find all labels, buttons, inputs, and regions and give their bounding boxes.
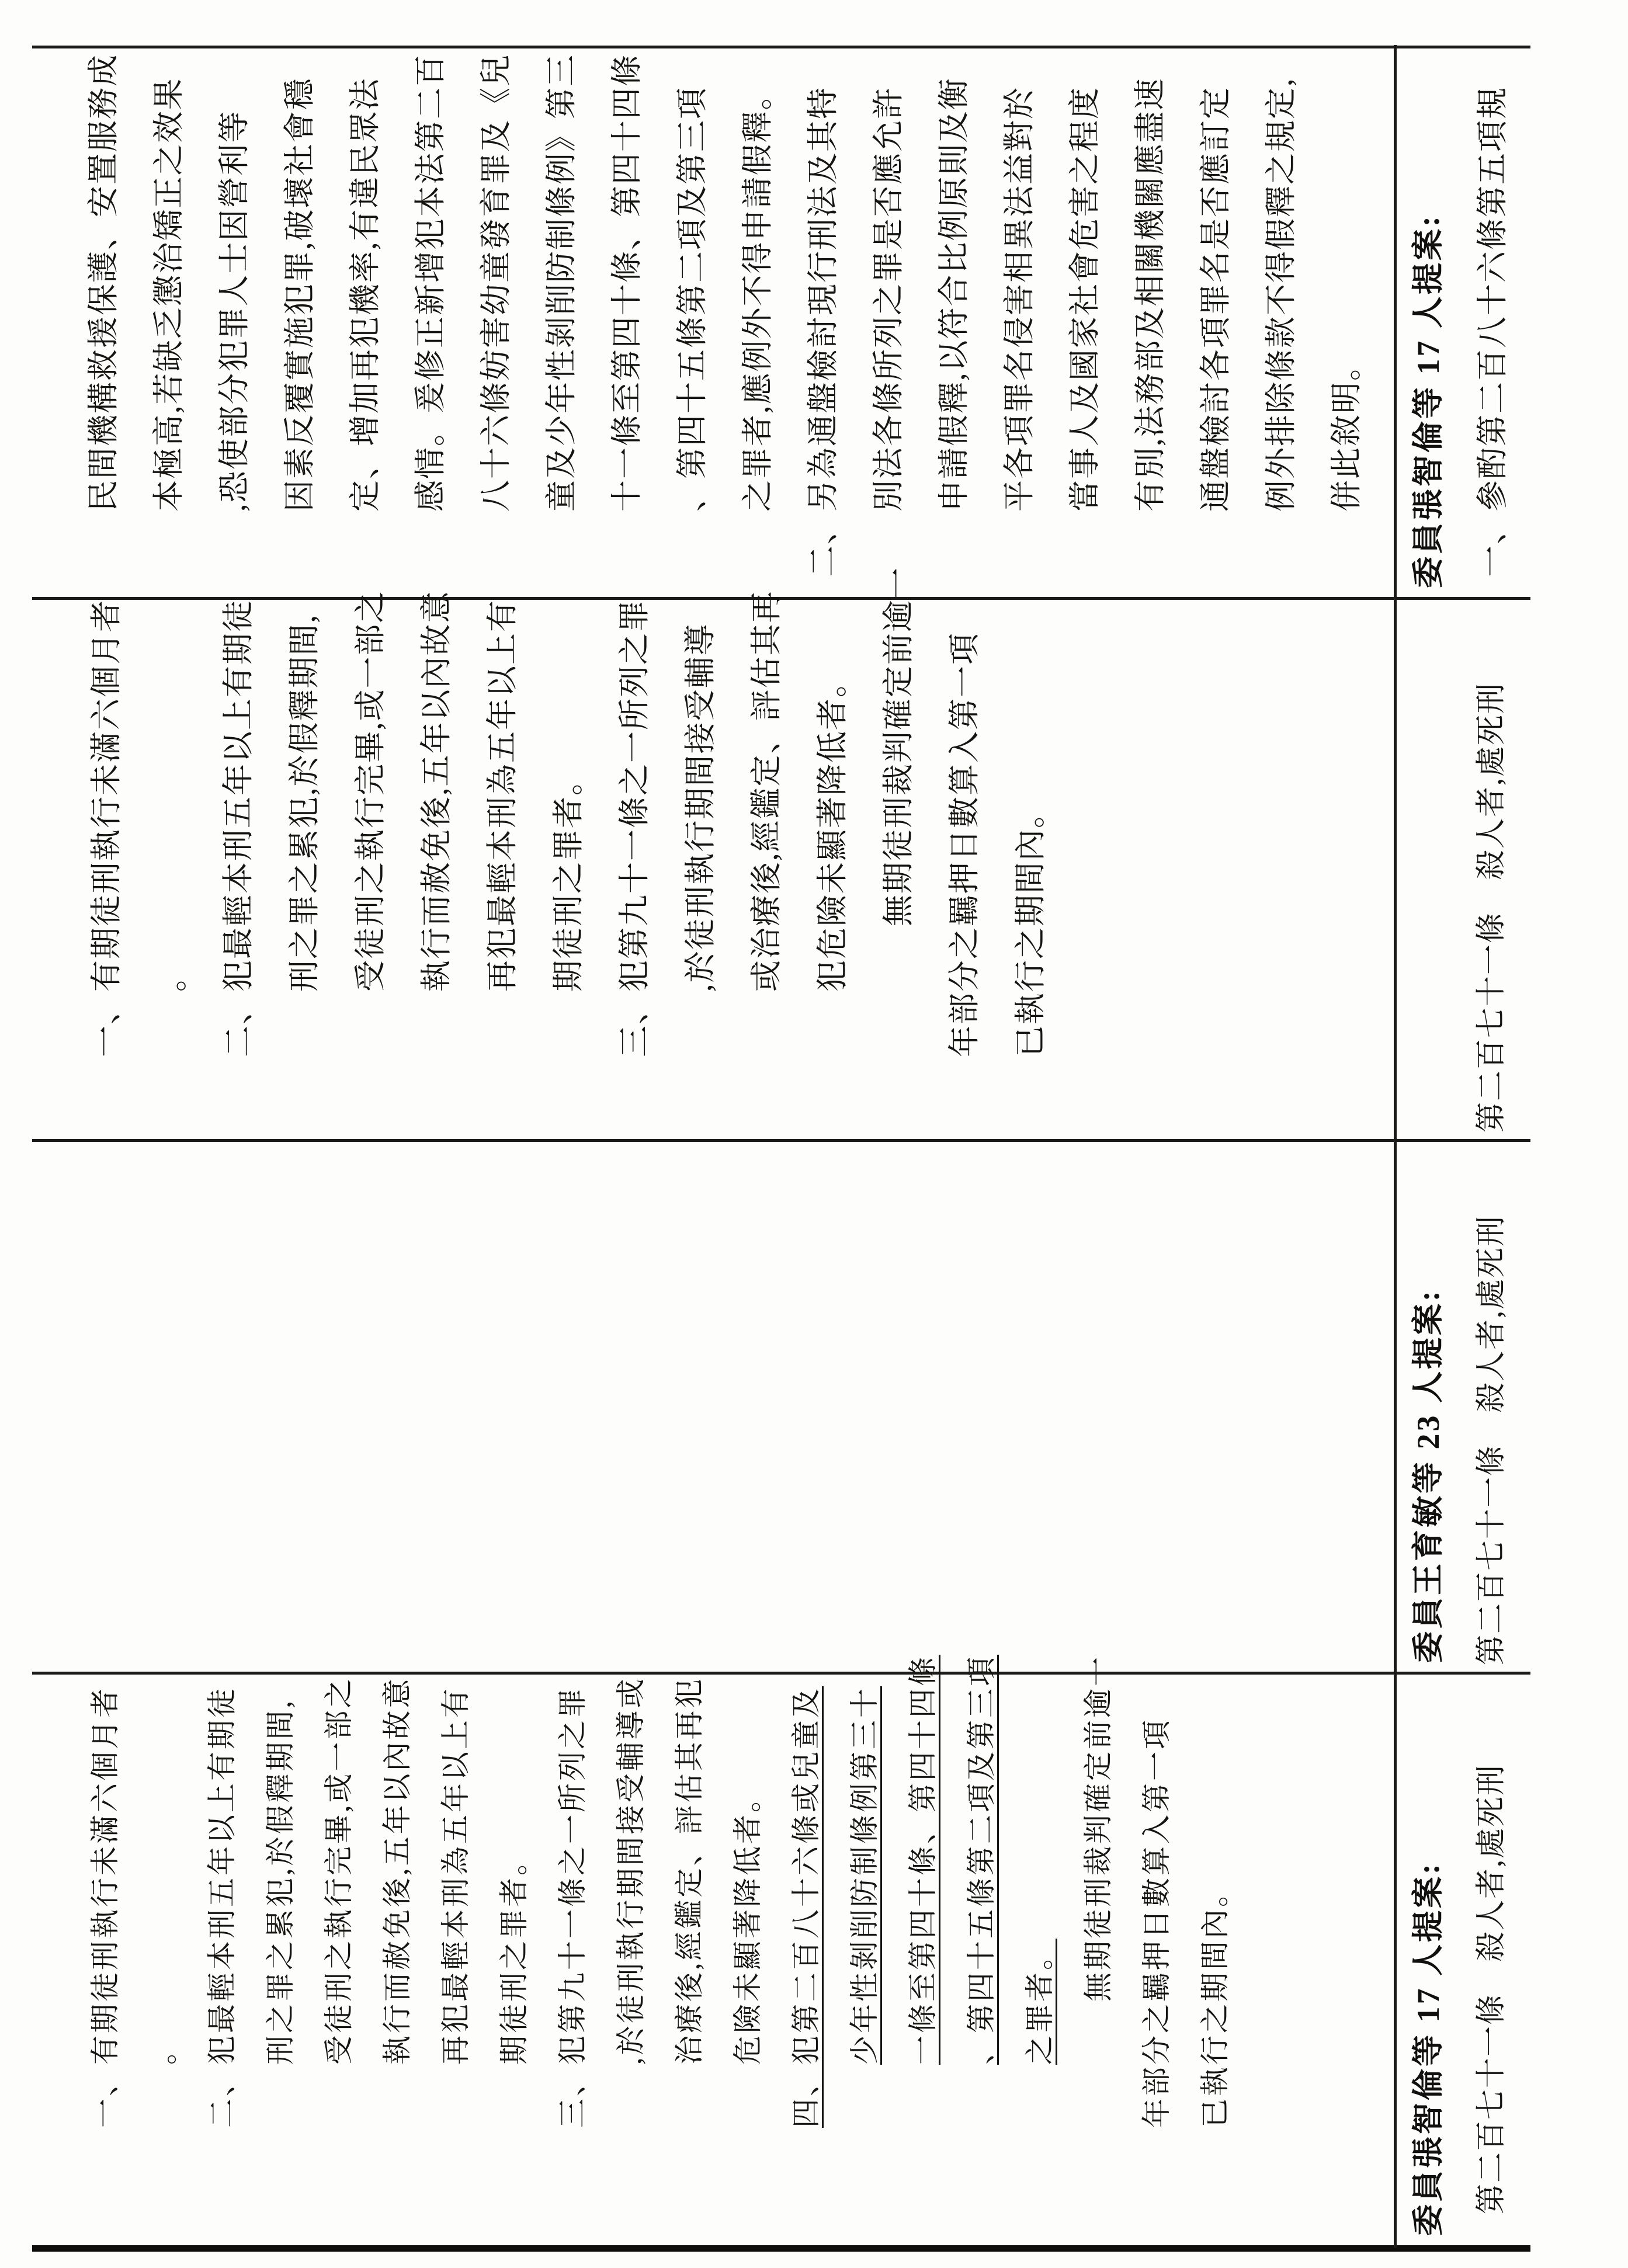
text-line: 三、犯第九十一條之一所列之罪 bbox=[556, 1686, 589, 2128]
text-line: 一、有期徒刑執行未滿六個月者 bbox=[89, 1686, 122, 2128]
text-line: 受徒刑之執行完畢,或一部之 bbox=[322, 1676, 355, 2065]
amended-text-line: 、第四十五條第二項及第三項 bbox=[965, 1655, 998, 2065]
text-line: ,恐使部分犯罪人士因營利等 bbox=[217, 110, 252, 512]
text-line: 申請假釋,以符合比例原則及衡 bbox=[936, 77, 971, 512]
text-line: 年部分之羈押日數算入第一項 bbox=[947, 632, 982, 1057]
text-line: 童及少年性剝削防制條例》第三 bbox=[544, 54, 579, 512]
table-border-line-thick bbox=[32, 2245, 1530, 2252]
text-line: 執行而赦免後,五年以內故意 bbox=[419, 590, 454, 992]
table-border-line bbox=[32, 1139, 1530, 1142]
text-line: 無期徒刑裁判確定前逾一 bbox=[881, 567, 916, 926]
text-line: 八十六條妨害幼童發育罪及《兒 bbox=[478, 54, 513, 512]
amended-text-line: 少年性剝削防制條例第三十 bbox=[848, 1686, 881, 2065]
text-line: 定、增加再犯機率,有違民眾法 bbox=[348, 77, 383, 512]
text-line: 併此敘明。 bbox=[1329, 348, 1364, 512]
text-line: 因素反覆實施犯罪,破壞社會穩 bbox=[282, 77, 317, 512]
text-line: 三、犯第九十一條之一所列之罪 bbox=[617, 599, 652, 1057]
article-271: 第二百七十一條 殺人者,處死刑 bbox=[1475, 682, 1508, 1133]
text-line: 之罪者,應例外不得申請假釋。 bbox=[740, 77, 775, 512]
text-line: 期徒刑之罪者。 bbox=[551, 763, 586, 992]
text-line: 刑之罪之累犯,於假釋期間, bbox=[264, 1699, 297, 2065]
text-line: 危險未顯著降低者。 bbox=[731, 1781, 764, 2065]
text-line: 有別,法務部及相關機關應盡速 bbox=[1133, 77, 1168, 512]
text-line: 已執行之期間內。 bbox=[1199, 1875, 1231, 2128]
text-line: 本極高,若缺乏懲治矯正之效果 bbox=[151, 77, 186, 512]
text-line: 無期徒刑裁判確定前逾一 bbox=[1082, 1655, 1115, 2002]
text-line: 年部分之羈押日數算入第一項 bbox=[1140, 1718, 1173, 2128]
text-line: 一、參酌第二百八十六條第五項規 bbox=[1475, 86, 1510, 577]
text-line: ,於徒刑執行期間接受輔導或 bbox=[615, 1676, 647, 2065]
text-line: 別法各條所列之罪是否應允許 bbox=[871, 86, 906, 512]
text-line: 二、犯最輕本刑五年以上有期徒 bbox=[206, 1686, 238, 2128]
table-border-line bbox=[32, 46, 1530, 48]
text-line: 平各項罪名侵害相異法益對於 bbox=[1002, 86, 1037, 512]
amended-text-line: 一條至第四十條、第四十四條 bbox=[907, 1655, 939, 2065]
text-line: 刑之罪之累犯,於假釋期間, bbox=[287, 614, 322, 992]
text-line: 再犯最輕本刑為五年以上有 bbox=[485, 599, 520, 992]
text-line: 執行而赦免後,五年以內故意 bbox=[381, 1676, 414, 2065]
text-line: 感情。爰修正新增犯本法第二百 bbox=[413, 54, 448, 512]
proposal-header-zhang-zhilun: 委員張智倫等 17 人提案: bbox=[1411, 214, 1446, 588]
text-line: 或治療後,經鑑定、評估其再 bbox=[749, 590, 784, 992]
text-line: 當事人及國家社會危害之程度 bbox=[1067, 86, 1102, 512]
text-line: 十一條至第四十條、第四十四條 bbox=[609, 54, 644, 512]
article-271: 第二百七十一條 殺人者,處死刑 bbox=[1475, 1214, 1508, 1665]
text-line: 二、另為通盤檢討現行刑法及其特 bbox=[806, 86, 841, 577]
amended-text-line: 四、犯第二百八十六條或兒童及 bbox=[790, 1686, 822, 2128]
text-line: ,於徒刑執行期間接受輔導 bbox=[683, 623, 718, 992]
text-line: 、第四十五條第二項及第三項 bbox=[675, 86, 710, 512]
text-line: 民間機構救援保護、安置服務成 bbox=[86, 54, 121, 512]
text-line: 已執行之期間內。 bbox=[1013, 796, 1048, 1057]
text-line: 。 bbox=[155, 959, 190, 992]
text-line: 治療後,經鑑定、評估其再犯 bbox=[673, 1676, 706, 2065]
table-border-line bbox=[32, 1672, 1530, 1675]
text-line: 二、犯最輕本刑五年以上有期徒 bbox=[221, 599, 256, 1057]
text-line: 期徒刑之罪者。 bbox=[498, 1844, 530, 2065]
text-line: 。 bbox=[147, 2033, 180, 2065]
text-line: 例外排除條款不得假釋之規定, bbox=[1263, 77, 1299, 512]
article-271: 第二百七十一條 殺人者,處死刑 bbox=[1475, 1763, 1508, 2214]
proposal-header-zhang-zhilun: 委員張智倫等 17 人提案: bbox=[1411, 1861, 1446, 2236]
text-line: 通盤檢討各項罪名是否應訂定 bbox=[1198, 86, 1233, 512]
table-row-separator bbox=[1394, 45, 1397, 2248]
text-line: 犯危險未顯著降低者。 bbox=[815, 665, 850, 992]
text-line: 再犯最輕本刑為五年以上有 bbox=[439, 1686, 472, 2065]
amended-text-line: 之罪者。 bbox=[1023, 1939, 1056, 2065]
text-line: 受徒刑之執行完畢,或一部之 bbox=[353, 590, 388, 992]
proposal-header-wang-yumin: 委員王育敏等 23 人提案: bbox=[1411, 1288, 1446, 1663]
text-line: 一、有期徒刑執行未滿六個月者 bbox=[89, 599, 124, 1057]
